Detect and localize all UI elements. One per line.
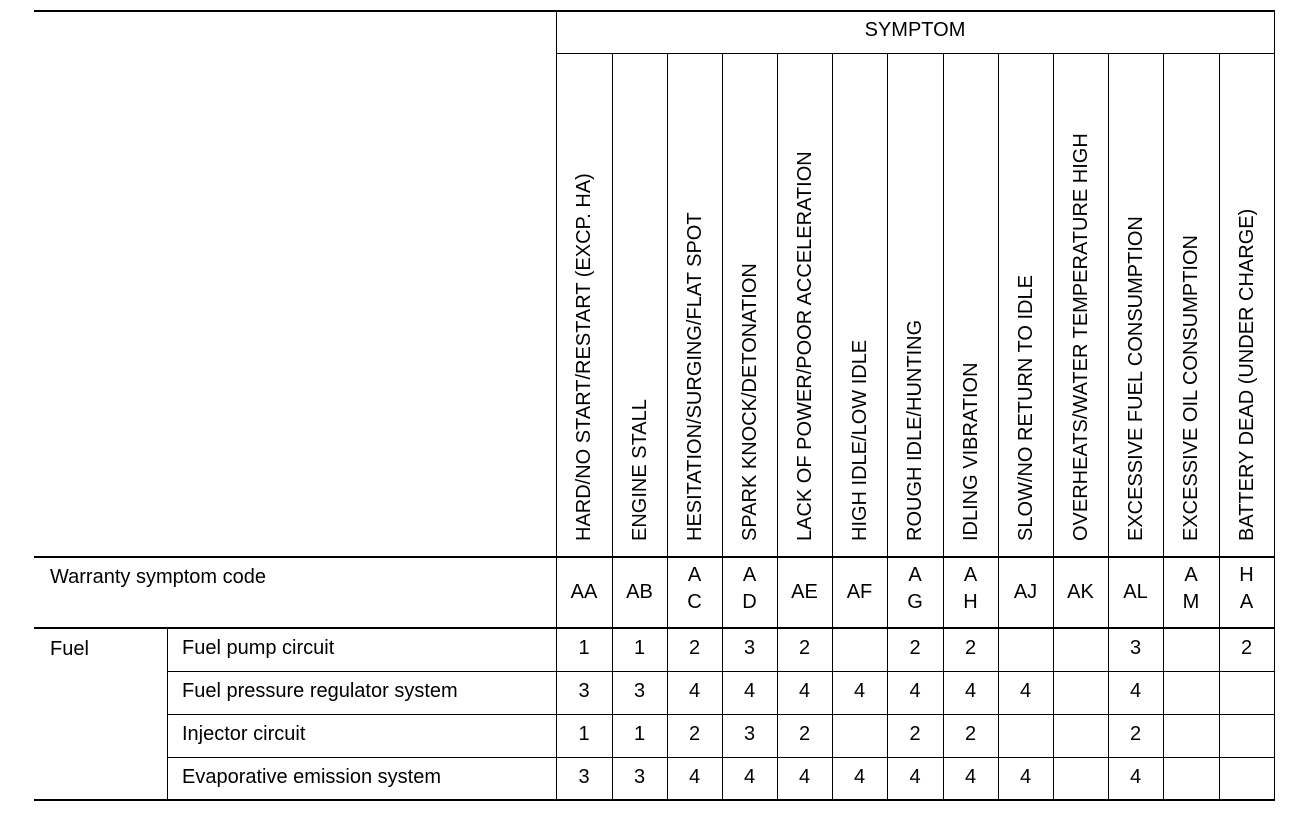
table-cell-value: 4 — [688, 766, 701, 788]
table-cell-value: 4 — [1129, 766, 1142, 788]
table-cell-value: 4 — [1019, 766, 1032, 788]
grid-line — [34, 799, 1275, 801]
symptom-column-label: LACK OF POWER/POOR ACCELERATION — [793, 151, 816, 541]
grid-line — [1163, 53, 1164, 800]
table-cell-value: 4 — [1019, 680, 1032, 702]
row-item-label: Evaporative emission system — [182, 766, 441, 788]
table-cell-value: 4 — [909, 680, 921, 702]
table-cell-value: 3 — [578, 766, 590, 788]
warranty-code: AB — [626, 581, 653, 603]
symptom-column-label: BATTERY DEAD (UNDER CHARGE) — [1235, 208, 1258, 541]
grid-line — [167, 628, 168, 800]
warranty-code: A G — [907, 564, 923, 613]
warranty-code: AJ — [1013, 581, 1038, 603]
warranty-code: H A — [1239, 564, 1254, 613]
table-cell-value: 2 — [1129, 723, 1142, 745]
symptom-column-label: ENGINE STALL — [628, 399, 651, 541]
table-cell-value: 2 — [964, 637, 977, 659]
table-cell-value: 2 — [964, 723, 977, 745]
table-cell-value: 3 — [743, 723, 756, 745]
table-cell-value: 4 — [743, 680, 756, 702]
table-cell-value: 3 — [578, 680, 590, 702]
symptom-column-label: IDLING VIBRATION — [959, 362, 982, 541]
grid-line — [34, 627, 1275, 629]
symptom-column-label: ROUGH IDLE/HUNTING — [904, 319, 926, 541]
table-cell-value: 2 — [1240, 637, 1253, 659]
row-item-label: Fuel pump circuit — [182, 637, 335, 659]
warranty-code: AE — [791, 581, 818, 603]
warranty-code: AF — [846, 581, 873, 603]
warranty-label: Warranty symptom code — [50, 566, 266, 588]
table-cell-value: 2 — [909, 723, 921, 745]
symptom-column-label: EXCESSIVE OIL CONSUMPTION — [1180, 235, 1202, 541]
warranty-code: A D — [742, 564, 757, 613]
symptom-column-label: HARD/NO START/RESTART (EXCP. HA) — [573, 173, 595, 541]
table-cell-value: 2 — [798, 723, 811, 745]
table-cell-value: 2 — [688, 723, 701, 745]
warranty-code: AL — [1123, 581, 1148, 603]
symptom-header: SYMPTOM — [864, 19, 966, 41]
grid-line — [1219, 53, 1220, 800]
table-cell-value: 4 — [798, 680, 811, 702]
table-cell-value: 1 — [633, 723, 646, 745]
table-cell-value: 3 — [1129, 637, 1142, 659]
table-cell-value: 2 — [798, 637, 811, 659]
grid-line — [34, 556, 1275, 558]
table-cell-value: 1 — [578, 637, 590, 659]
table-cell-value: 4 — [909, 766, 921, 788]
warranty-code: AA — [570, 581, 598, 603]
symptom-column-label: HESITATION/SURGING/FLAT SPOT — [683, 212, 706, 541]
table-cell-value: 1 — [578, 723, 590, 745]
table-cell-value: 4 — [1129, 680, 1142, 702]
row-item-label: Injector circuit — [182, 723, 306, 745]
table-cell-value: 4 — [853, 766, 866, 788]
grid-line — [34, 10, 1275, 12]
table-cell-value: 4 — [853, 680, 866, 702]
symptom-column-label: EXCESSIVE FUEL CONSUMPTION — [1124, 216, 1147, 541]
table-cell-value: 2 — [909, 637, 921, 659]
table-cell-value: 1 — [633, 637, 646, 659]
warranty-code: A M — [1182, 564, 1200, 613]
grid-line — [1274, 11, 1275, 800]
symptom-column-label: SPARK KNOCK/DETONATION — [738, 263, 761, 541]
row-item-label: Fuel pressure regulator system — [182, 680, 458, 702]
table-cell-value: 3 — [633, 680, 646, 702]
table-cell-value: 3 — [633, 766, 646, 788]
category-fuel: Fuel — [50, 638, 89, 660]
table-cell-value: 4 — [964, 766, 977, 788]
symptom-column-label: OVERHEATS/WATER TEMPERATURE HIGH — [1069, 133, 1092, 541]
table-cell-value: 4 — [688, 680, 701, 702]
warranty-code: A H — [963, 564, 978, 613]
table-cell-value: 4 — [964, 680, 977, 702]
grid-line — [1053, 53, 1054, 800]
table-cell-value: 4 — [798, 766, 811, 788]
grid-line — [556, 53, 1275, 54]
warranty-code: A C — [687, 564, 702, 613]
table-cell-value: 3 — [743, 637, 756, 659]
symptom-column-label: HIGH IDLE/LOW IDLE — [848, 339, 871, 541]
table-cell-value: 4 — [743, 766, 756, 788]
table-cell-value: 2 — [688, 637, 701, 659]
symptom-column-label: SLOW/NO RETURN TO IDLE — [1014, 275, 1037, 541]
warranty-code: AK — [1067, 581, 1094, 603]
